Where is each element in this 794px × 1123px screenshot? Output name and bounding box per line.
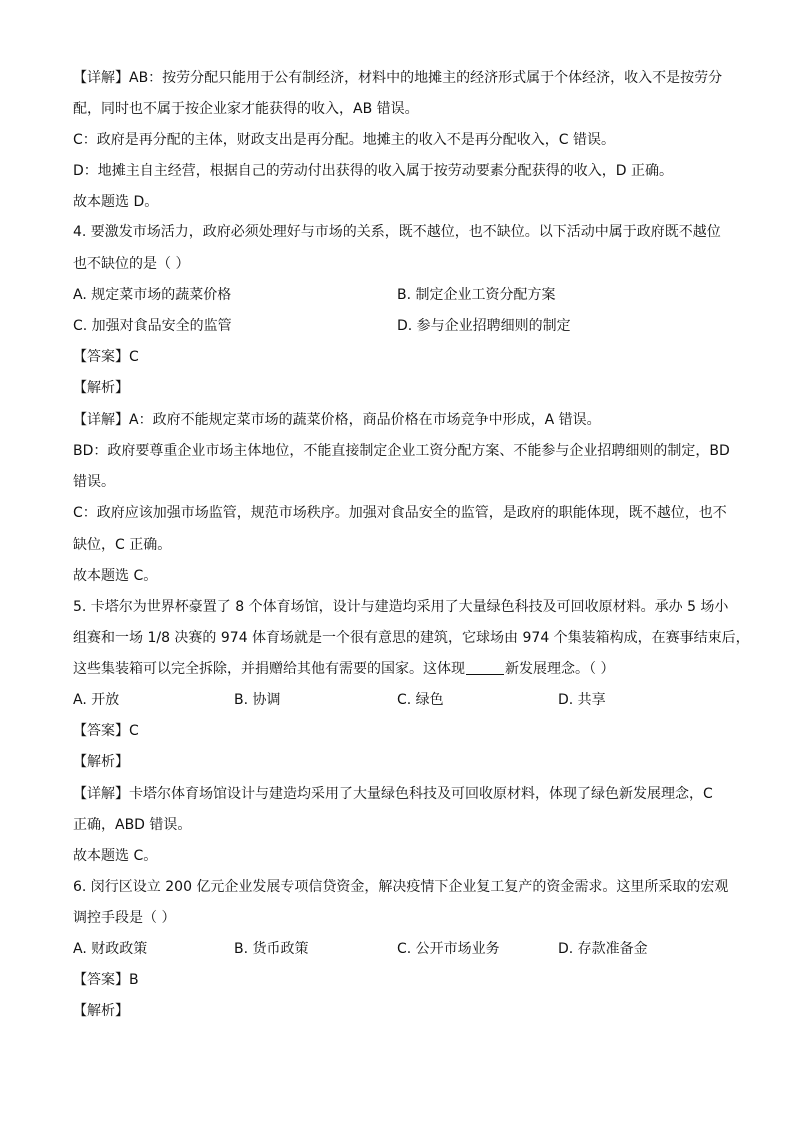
q3-detail-line-3: C：政府是再分配的主体，财政支出是再分配。地摊主的收入不是再分配收入，C 错误。	[73, 132, 615, 148]
q5-stem-line-1: 5. 卡塔尔为世界杯豪置了 8 个体育场馆，设计与建造均采用了大量绿色科技及可回收原材料。承办 5 场小	[73, 599, 729, 615]
q5-stem-line-3-after: 新发展理念。（ ）	[505, 661, 615, 677]
q5-option-b: B. 协调	[234, 692, 281, 708]
q4-stem-line-1: 4. 要激发市场活力，政府必须处理好与市场的关系，既不越位，也不缺位。以下活动中属于政府既不越位	[73, 224, 721, 240]
q5-answer: 【答案】C	[73, 723, 139, 739]
q5-option-d: D. 共享	[558, 692, 606, 708]
q5-stem-line-3	[73, 659, 614, 679]
q4-stem-line-2: 也不缺位的是（ ）	[73, 256, 190, 272]
q4-detail-line-4: C：政府应该加强市场监管，规范市场秩序。加强对食品安全的监管，是政府的职能体现，既不越位，也不	[73, 505, 727, 521]
q4-detail-line-3: 错误。	[73, 474, 115, 490]
q6-option-b: B. 货币政策	[234, 941, 309, 957]
q5-option-a: A. 开放	[73, 692, 120, 708]
q5-detail-line-2: 正确，ABD 错误。	[73, 817, 192, 833]
q5-option-c: C. 绿色	[397, 692, 444, 708]
q3-detail-line-1: 【详解】AB：按劳分配只能用于公有制经济，材料中的地摊主的经济形式属于个体经济，收入不是按劳分	[73, 70, 723, 86]
q4-option-c: C. 加强对食品安全的监管	[73, 318, 232, 334]
q6-option-a: A. 财政政策	[73, 941, 148, 957]
q4-option-a: A. 规定菜市场的蔬菜价格	[73, 287, 232, 303]
q5-detail-line-1: 【详解】卡塔尔体育场馆设计与建造均采用了大量绿色科技及可回收原材料，体现了绿色新发展理念，C	[73, 786, 713, 802]
q5-fill-blank	[466, 660, 504, 675]
q3-detail-line-2: 配，同时也不属于按企业家才能获得的收入，AB 错误。	[73, 101, 419, 117]
q3-conclusion: 故本题选 D。	[73, 194, 159, 210]
q5-analysis-label: 【解析】	[73, 754, 129, 770]
q5-stem-line-3-before: 这些集装箱可以完全拆除，并捐赠给其他有需要的国家。这体现	[73, 661, 465, 677]
q4-conclusion: 故本题选 C。	[73, 568, 158, 584]
q6-answer: 【答案】B	[73, 972, 139, 988]
q4-detail-line-1: 【详解】A：政府不能规定菜市场的蔬菜价格，商品价格在市场竞争中形成，A 错误。	[73, 412, 601, 428]
q4-answer: 【答案】C	[73, 349, 139, 365]
q4-detail-line-5: 缺位，C 正确。	[73, 537, 172, 553]
q6-option-c: C. 公开市场业务	[397, 941, 500, 957]
q5-conclusion: 故本题选 C。	[73, 848, 158, 864]
q6-analysis-label: 【解析】	[73, 1003, 129, 1019]
q4-option-b: B. 制定企业工资分配方案	[397, 287, 556, 303]
q6-stem-line-1: 6. 闵行区设立 200 亿元企业发展专项信贷资金，解决疫情下企业复工复产的资金需求。这里所采取的宏观	[73, 879, 729, 895]
q3-detail-line-4: D：地摊主自主经营，根据自己的劳动付出获得的收入属于按劳动要素分配获得的收入，D 正确。	[73, 163, 674, 179]
q6-stem-line-2: 调控手段是（ ）	[73, 910, 176, 926]
q6-option-d: D. 存款准备金	[558, 941, 648, 957]
q4-analysis-label: 【解析】	[73, 380, 129, 396]
q4-detail-line-2: BD：政府要尊重企业市场主体地位，不能直接制定企业工资分配方案、不能参与企业招聘细则的制定，BD	[73, 443, 730, 459]
q5-stem-line-2: 组赛和一场 1/8 决赛的 974 体育场就是一个很有意思的建筑，它球场由 974 个集装箱构成，在赛事结束后，	[73, 630, 750, 646]
q4-option-d: D. 参与企业招聘细则的制定	[397, 318, 571, 334]
